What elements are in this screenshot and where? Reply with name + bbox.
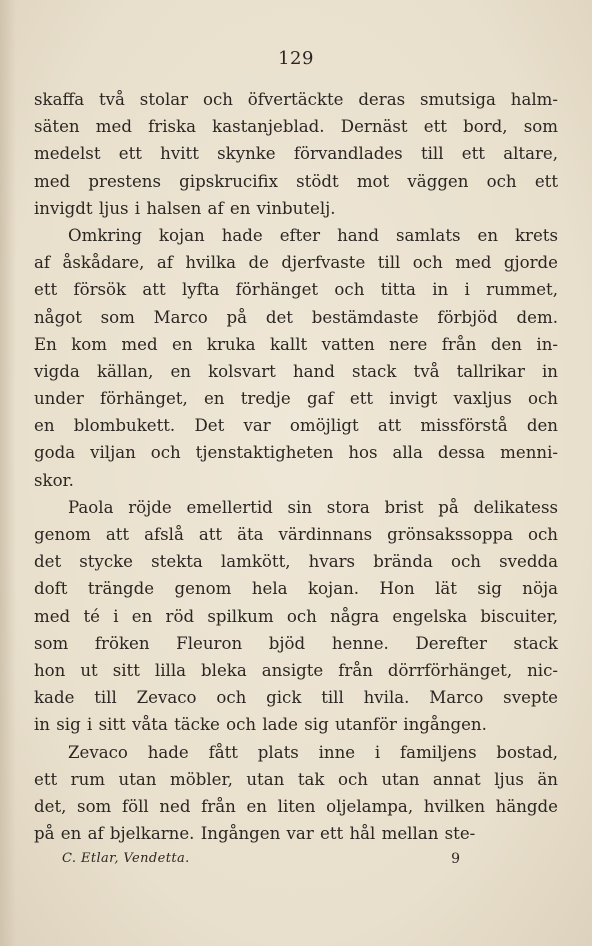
paragraph (34, 739, 558, 848)
text-line: vigda källan, en kolsvart hand stack två tallrikar in (34, 361, 558, 381)
paragraph (34, 86, 558, 222)
text-line: goda viljan och tjenstaktigheten hos alla dessa menni- (34, 443, 558, 463)
text-line: ett rum utan möbler, utan tak och utan annat ljus än (34, 769, 558, 789)
text-line: säten med friska kastanjeblad. Dernäst ett bord, som (34, 117, 558, 137)
text-line: En kom med en kruka kallt vatten nere från den in- (34, 334, 558, 354)
text-line: af åskådare, af hvilka de djerfvaste till och med gjorde (34, 253, 558, 273)
paragraph (34, 494, 558, 739)
text-line: genom att afslå att äta värdinnans grönsakssoppa och (34, 525, 558, 544)
text-line: som fröken Fleuron bjöd henne. Derefter stack (34, 633, 558, 653)
text-line: skor. (34, 470, 74, 490)
paragraph (34, 222, 558, 494)
text-line: doft trängde genom hela kojan. Hon lät sig nöja (34, 579, 558, 599)
text-line: ett försök att lyfta förhänget och titta in i rummet, (34, 280, 558, 300)
text-line: Zevaco hade fått plats inne i familjens bostad, (68, 742, 558, 762)
signature-number: 9 (451, 851, 460, 867)
text-line: skaffa två stolar och öfvertäckte deras smutsiga halm- (34, 90, 558, 109)
text-line: hon ut sitt lilla bleka ansigte från dörrförhänget, nic- (34, 660, 558, 680)
text-line: med prestens gipskrucifix stödt mot väggen och ett (34, 171, 558, 191)
body-text (34, 86, 558, 847)
text-line: kade till Zevaco och gick till hvila. Marco svepte (34, 688, 558, 708)
text-line: Paola röjde emellertid sin stora brist på delikatess (68, 497, 558, 517)
text-line: in sig i sitt våta täcke och lade sig utanför ingången. (34, 715, 487, 735)
text-line: något som Marco på det bestämdaste förbjöd dem. (34, 307, 558, 327)
text-line: invigdt ljus i halsen af en vinbutelj. (34, 198, 336, 218)
text-line: under förhänget, en tredje gaf ett invigt vaxljus och (34, 389, 558, 409)
text-line: på en af bjelkarne. Ingången var ett hål mellan ste- (34, 824, 476, 844)
text-line: medelst ett hvitt skynke förvandlades till ett altare, (34, 144, 558, 164)
text-line: Omkring kojan hade efter hand samlats en krets (68, 225, 558, 245)
signature-mark: C. Etlar, Vendetta. (62, 851, 190, 866)
page-footer (62, 851, 460, 873)
text-line: det stycke stekta lamkött, hvars brända och svedda (34, 552, 558, 572)
text-line: en blombukett. Det var omöjligt att missförstå den (34, 416, 558, 436)
text-line: med té i en röd spilkum och några engelska biscuiter, (34, 606, 558, 626)
text-line: det, som föll ned från en liten oljelampa, hvilken hängde (34, 796, 558, 816)
page-number: 129 (278, 48, 314, 69)
page-gutter (0, 0, 16, 946)
